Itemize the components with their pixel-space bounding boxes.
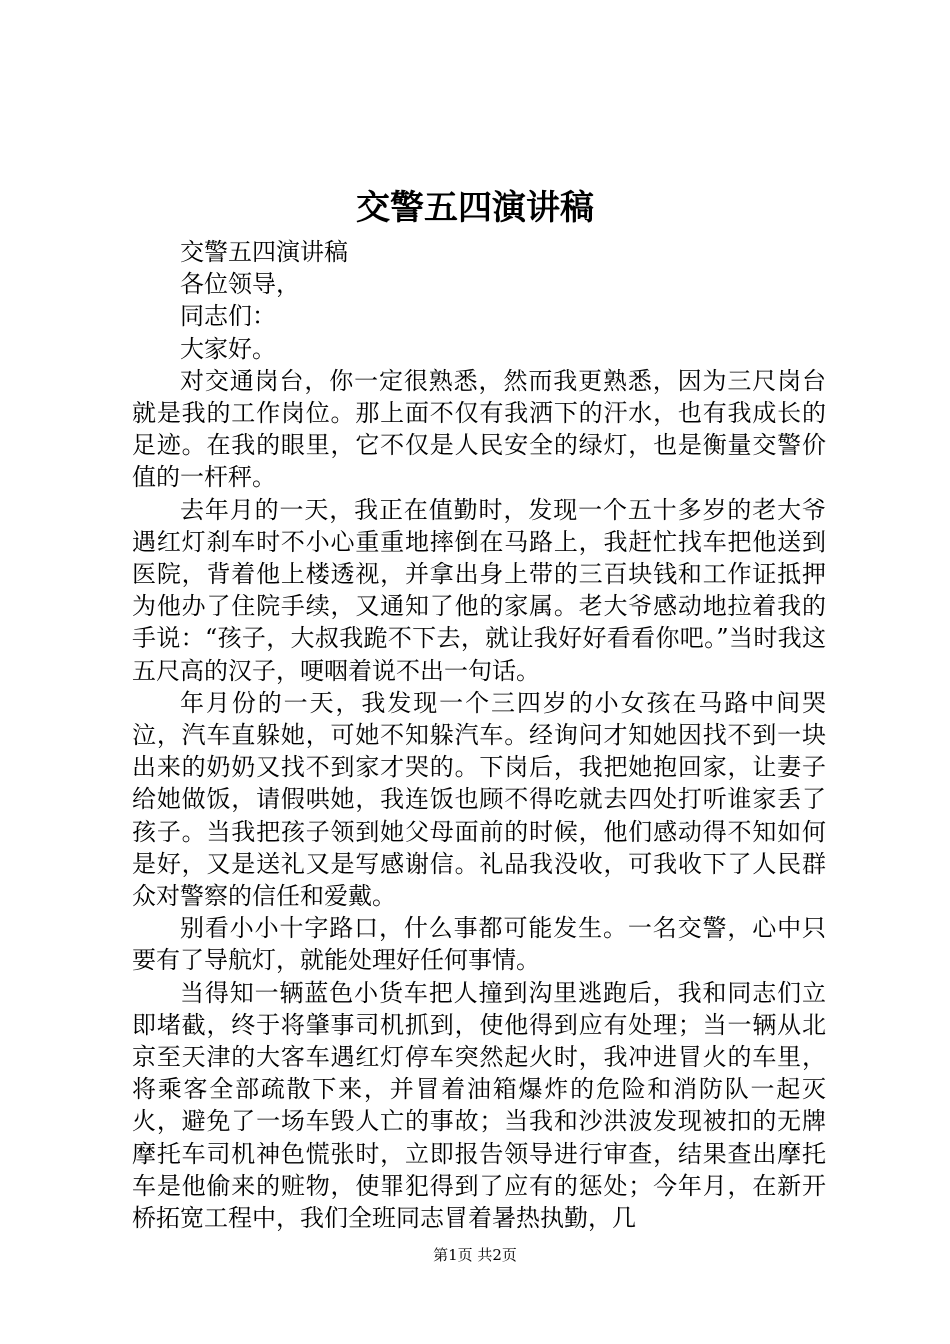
paragraph: 同志们： [180,302,276,331]
paragraph: 年月份的一天，我发现一个三四岁的小女孩在马路中间哭泣，汽车直躲她，可她不知躲汽车。经询问才知她因找不到一块出来的奶奶又找不到家才哭的。下岗后，我把她抱回家，让妻子给她做饭，请假哄她，我连饭也顾不得吃就去四处打听谁家丢了孩子。当我把孩子领到她父母面前的时候，他们感动得不知如何是好，又是送礼又是写感谢信。礼品我没收，可我收下了人民群众对警察的信任和爱戴。 [132,688,826,911]
paragraph: 大家好。 [180,334,276,363]
document-body [132,236,826,1234]
paragraph: 对交通岗台，你一定很熟悉，然而我更熟悉，因为三尺岗台就是我的工作岗位。那上面不仅有我洒下的汗水，也有我成长的足迹。在我的眼里，它不仅是人民安全的绿灯，也是衡量交警价值的一杆秤。 [132,366,826,492]
paragraph: 交警五四演讲稿 [180,238,348,266]
paragraph: 别看小小十字路口，什么事都可能发生。一名交警，心中只要有了导航灯，就能处理好任何事情。 [132,914,826,975]
document-title: 交警五四演讲稿 [356,188,594,228]
paragraph: 去年月的一天，我正在值勤时，发现一个五十多岁的老大爷遇红灯刹车时不小心重重地摔倒在马路上，我赶忙找车把他送到医院，背着他上楼透视，并拿出身上带的三百块钱和工作证抵押为他办了住院手续，又通知了他的家属。老大爷感动地拉着我的手说：“孩子，大叔我跪不下去，就让我好好看看你吧。”当时我这五尺高的汉子，哽咽着说不出一句话。 [132,495,826,685]
paragraph: 各位领导， [180,270,300,299]
paragraph: 当得知一辆蓝色小货车把人撞到沟里逃跑后，我和同志们立即堵截，终于将肇事司机抓到，使他得到应有处理；当一辆从北京至天津的大客车遇红灯停车突然起火时，我冲进冒火的车里，将乘客全部疏散下来，并冒着油箱爆炸的危险和消防队一起灭火，避免了一场车毁人亡的事故；当我和沙洪波发现被扣的无牌摩托车司机神色慌张时，立即报告领导进行审查，结果查出摩托车是他偷来的赃物，使罪犯得到了应有的惩处；今年月，在新开桥拓宽工程中，我们全班同志冒着暑热执勤，几 [132,978,826,1233]
page-footer: 第1页 共2页 [433,1246,517,1264]
